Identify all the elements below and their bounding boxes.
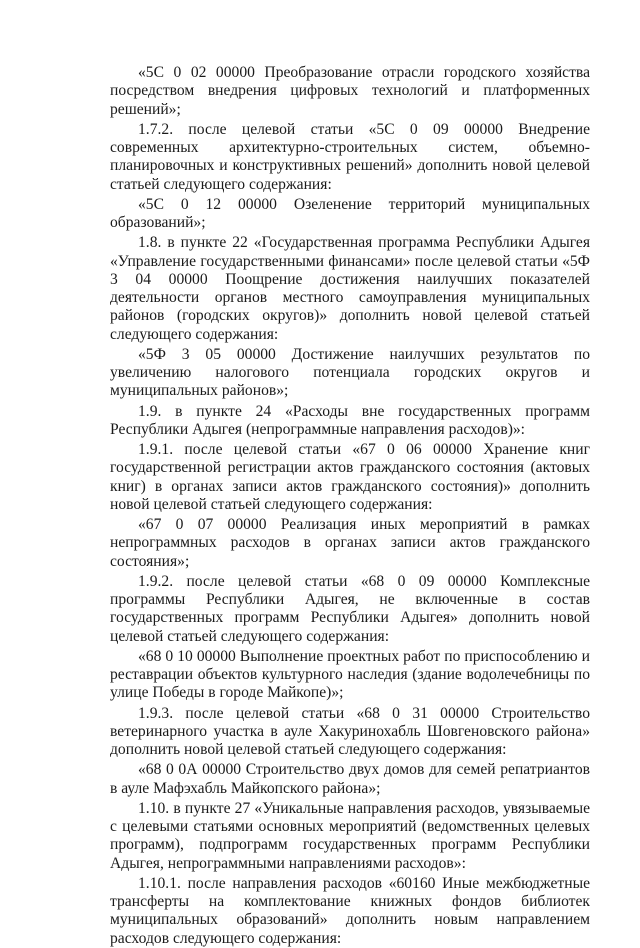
paragraph-1-9-2: 1.9.2. после целевой статьи «68 0 09 00000 Комплексные программы Республики Адыгея, не включенные в состав государственных программ Республики Адыгея» дополнить новой целевой статьей следующего содержания: [110,572,590,645]
paragraph-1-10-1: 1.10.1. после направления расходов «60160 Иные межбюджетные трансферты на комплектование книжных фондов библиотек муниципальных образований» дополнить новым направлением расходов следующего содержания: [110,874,590,947]
paragraph-68-0-10: «68 0 10 00000 Выполнение проектных работ по приспособлению и реставрации объектов культурного наследия (здание водолечебницы по улице Победы в городе Майкопе)»; [110,647,590,702]
paragraph-1-7-2: 1.7.2. после целевой статьи «5С 0 09 00000 Внедрение современных архитектурно-строительных систем, объемно-планировочных и конструктивных решений» дополнить новой целевой статьей следующего содержания: [110,120,590,193]
paragraph-5c-0-02: «5С 0 02 00000 Преобразование отрасли городского хозяйства посредством внедрения цифровых технологий и платформенных решений»; [110,64,590,118]
paragraph-1-9: 1.9. в пункте 24 «Расходы вне государственных программ Республики Адыгея (непрограммные направления расходов)»: [110,402,590,438]
paragraph-68-0-0a: «68 0 0А 00000 Строительство двух домов для семей репатриантов в ауле Мафэхабль Майкопского района»; [110,761,590,797]
paragraph-67-0-07: «67 0 07 00000 Реализация иных мероприятий в рамках непрограммных расходов в органах записи актов гражданского состояния»; [110,516,590,570]
paragraph-5f-3-05: «5Ф 3 05 00000 Достижение наилучших результатов по увеличению налогового потенциала городских округов и муниципальных районов»; [110,345,590,400]
paragraph-5c-0-12: «5С 0 12 00000 Озеленение территорий муниципальных образований»; [110,195,590,231]
paragraph-1-8: 1.8. в пункте 22 «Государственная программа Республики Адыгея «Управление государственными финансами» после целевой статьи «5Ф 3 04 00000 Поощрение достижения наилучших показателей деятельности органов местного самоуправления муниципальных районов (городских округов)» дополнить новой целевой статьей следующего содержания: [110,234,590,343]
paragraph-1-10: 1.10. в пункте 27 «Уникальные направления расходов, увязываемые с целевыми статьями основных мероприятий (ведомственных целевых программ), подпрограмм государственных программ Республики Адыгея, непрограммными направлениями расходов»: [110,799,590,872]
document-body [110,64,590,948]
paragraph-1-9-3: 1.9.3. после целевой статьи «68 0 31 00000 Строительство ветеринарного участка в ауле Хакуринохабль Шовгеновского района» дополнить новой целевой статьей следующего содержания: [110,704,590,758]
paragraph-1-9-1: 1.9.1. после целевой статьи «67 0 06 00000 Хранение книг государственной регистрации актов гражданского состояния (актовых книг) в органах записи актов гражданского состояния)» дополнить новой целевой статьей следующего содержания: [110,441,590,513]
